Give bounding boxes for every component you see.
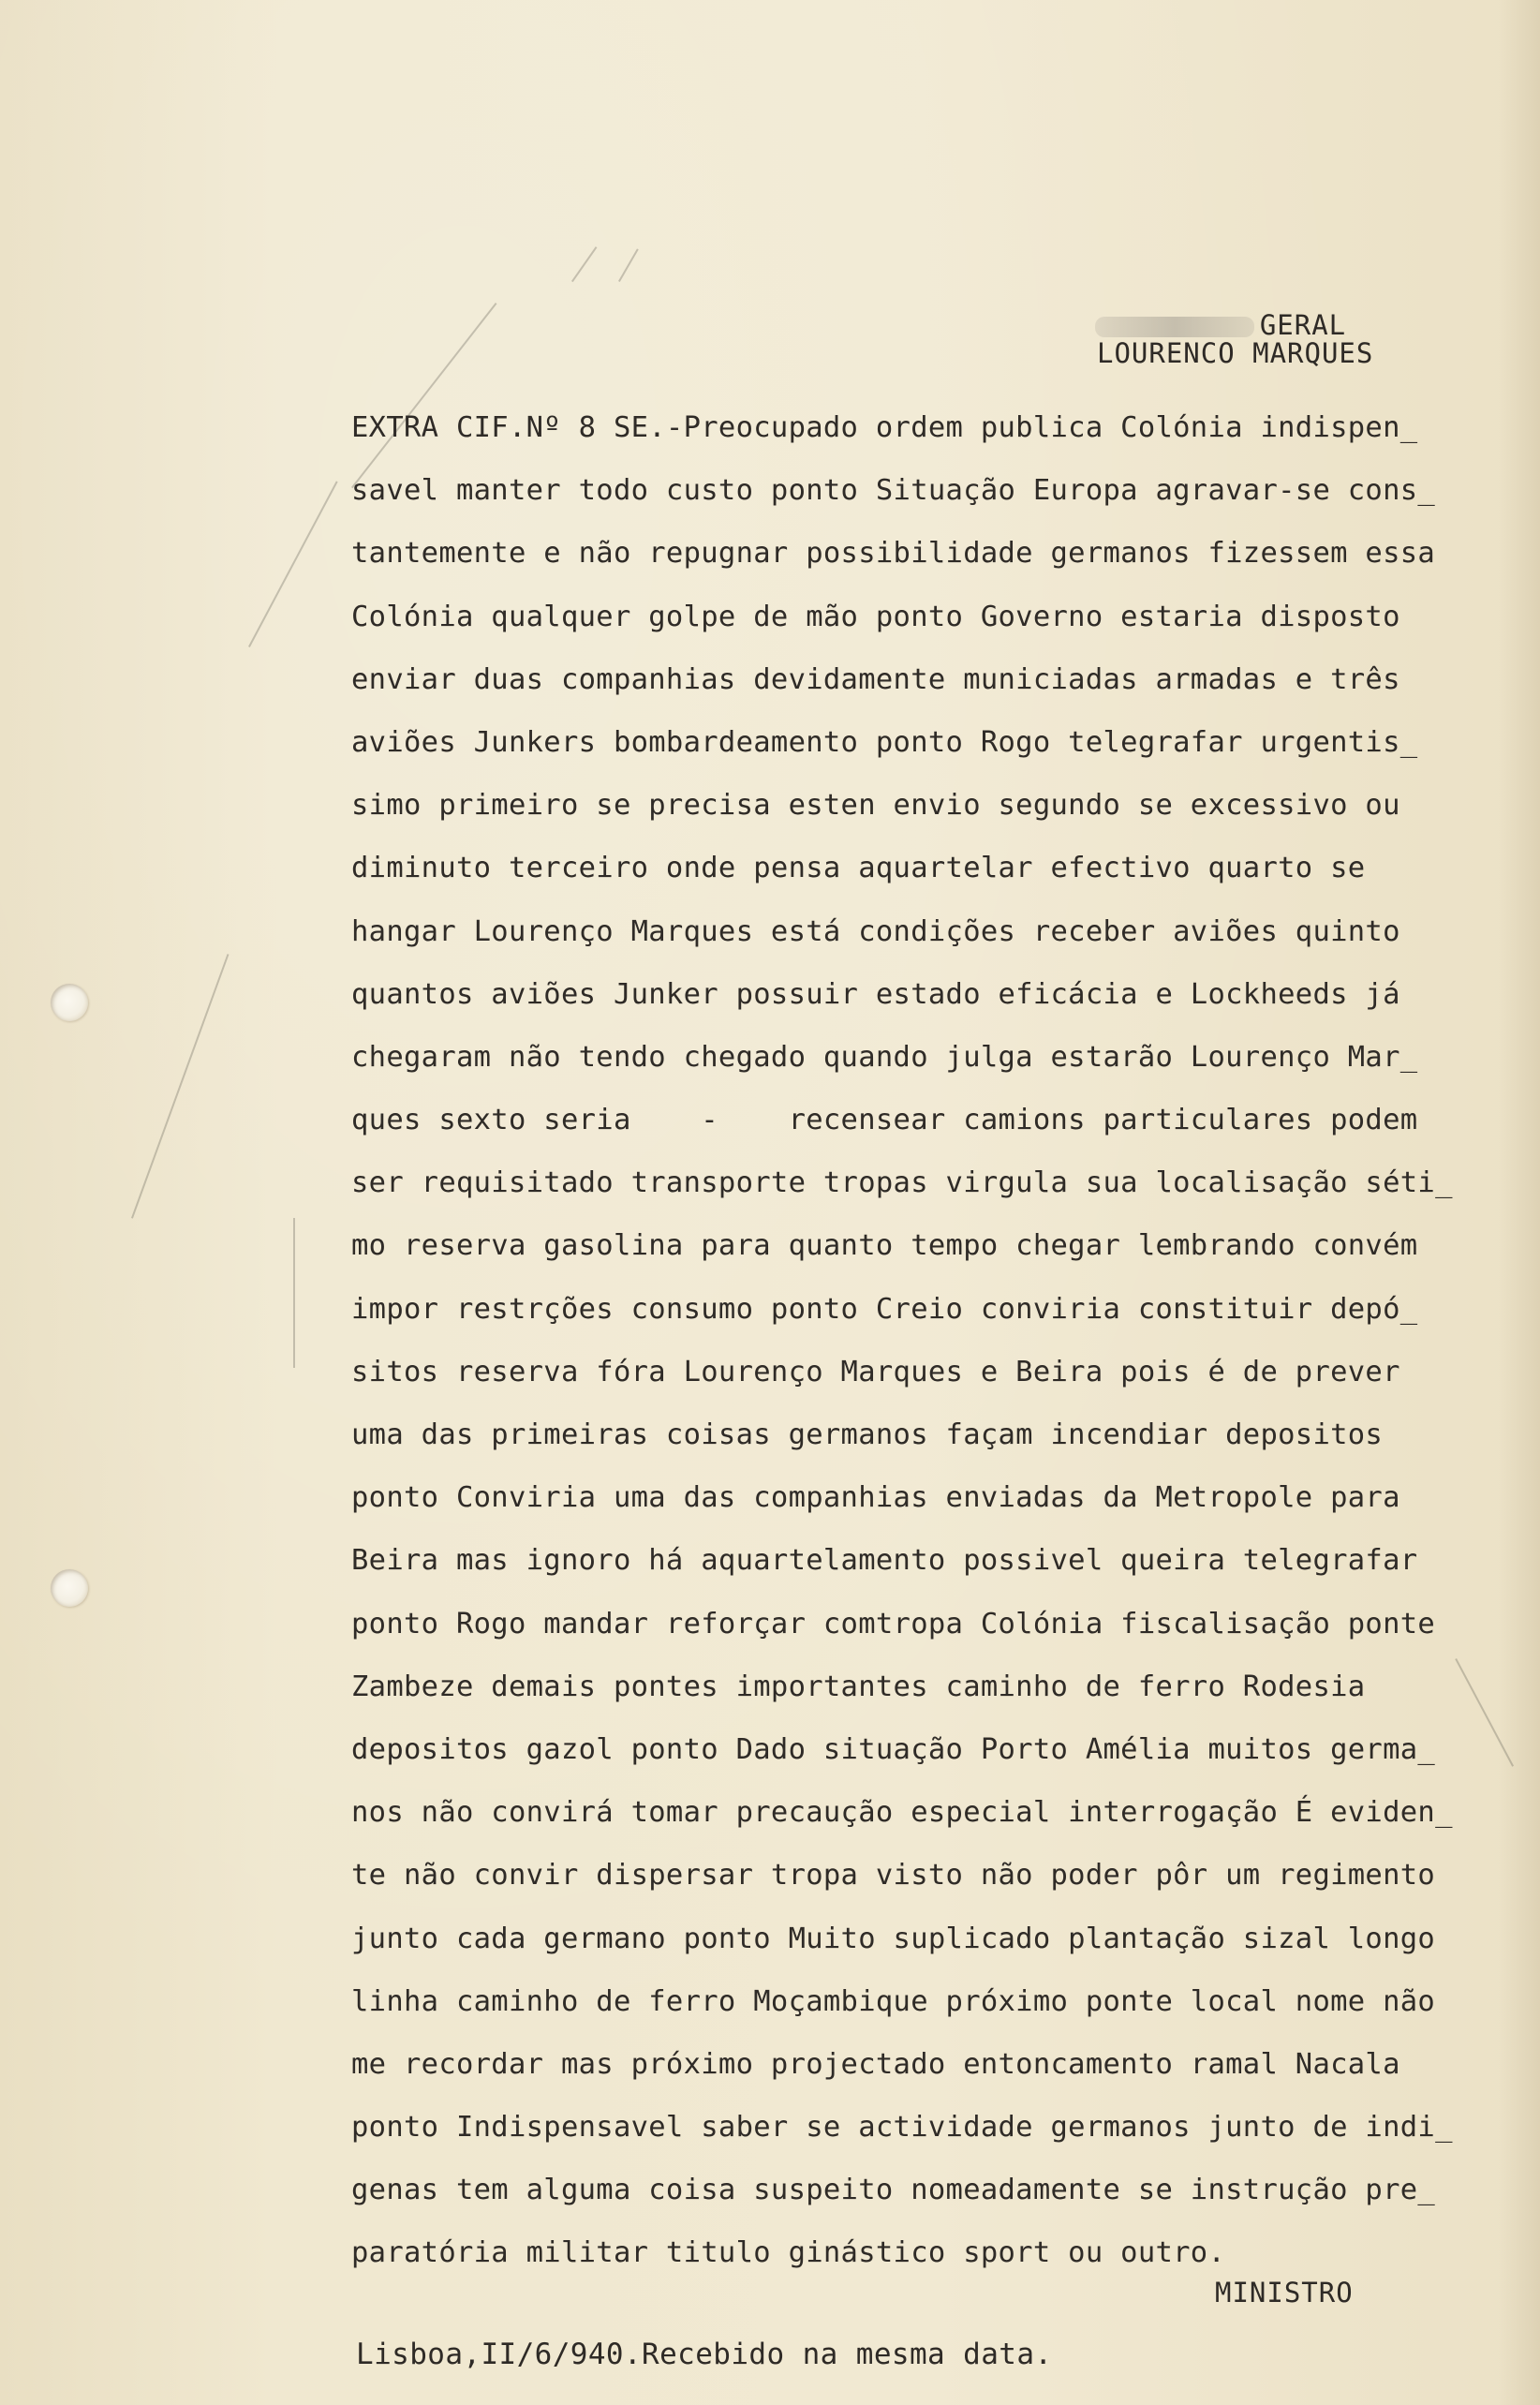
telegram-body bbox=[351, 396, 1522, 2285]
pencil-mark bbox=[248, 481, 338, 647]
body-line: enviar duas companhias devidamente municiadas armadas e três bbox=[351, 662, 1400, 696]
body-line: Zambeze demais pontes importantes caminho de ferro Rodesia bbox=[351, 1670, 1366, 1703]
body-line: aviões Junkers bombardeamento ponto Rogo telegrafar urgentis_ bbox=[351, 725, 1418, 759]
body-line: savel manter todo custo ponto Situação Europa agravar-se cons_ bbox=[351, 474, 1436, 508]
pencil-mark bbox=[571, 246, 597, 282]
body-line: ponto Rogo mandar reforçar comtropa Colónia fiscalisação ponte bbox=[351, 1607, 1436, 1640]
pencil-mark bbox=[293, 1218, 295, 1368]
body-line: sitos reserva fóra Lourenço Marques e Beira pois é de prever bbox=[351, 1355, 1400, 1388]
body-line: tantemente e não repugnar possibilidade germanos fizessem essa bbox=[351, 537, 1436, 571]
body-line: junto cada germano ponto Muito suplicado plantação sizal longo bbox=[351, 1922, 1436, 1955]
body-line: nos não convirá tomar precaução especial interrogação É eviden_ bbox=[351, 1796, 1453, 1830]
body-line: Colónia qualquer golpe de mão ponto Governo estaria disposto bbox=[351, 600, 1400, 633]
body-line: me recordar mas próximo projectado entoncamento ramal Nacala bbox=[351, 2047, 1400, 2081]
body-line: paratória militar titulo ginástico sport ou outro. bbox=[351, 2236, 1226, 2270]
header-recipient-text: GERAL bbox=[1259, 309, 1347, 341]
obscured-text-smudge bbox=[1095, 317, 1254, 337]
body-line: Beira mas ignoro há aquartelamento possivel queira telegrafar bbox=[351, 1544, 1418, 1578]
body-line: impor restrções consumo ponto Creio conviria constituir depó_ bbox=[351, 1292, 1418, 1326]
body-line: depositos gazol ponto Dado situação Porto Amélia muitos germa_ bbox=[351, 1732, 1436, 1766]
punch-hole-lower bbox=[51, 1569, 88, 1607]
punch-hole-upper bbox=[51, 984, 88, 1021]
body-line: chegaram não tendo chegado quando julga estarão Lourenço Mar_ bbox=[351, 1040, 1418, 1074]
body-line: ques sexto seria - recensear camions particulares podem bbox=[351, 1104, 1418, 1137]
body-line: mo reserva gasolina para quanto tempo chegar lembrando convém bbox=[351, 1229, 1418, 1263]
body-line: uma das primeiras coisas germanos façam incendiar depositos bbox=[351, 1418, 1384, 1451]
body-line: ponto Conviria uma das companhias enviadas da Metropole para bbox=[351, 1481, 1400, 1515]
body-line: linha caminho de ferro Moçambique próximo ponte local nome não bbox=[351, 1984, 1436, 2018]
body-line: ponto Indispensavel saber se actividade germanos junto de indi_ bbox=[351, 2111, 1453, 2145]
body-line: genas tem alguma coisa suspeito nomeadamente se instrução pre_ bbox=[351, 2174, 1436, 2207]
body-line: EXTRA CIF.Nº 8 SE.-Preocupado ordem publica Colónia indispen_ bbox=[351, 411, 1418, 444]
body-line: ser requisitado transporte tropas virgula sua localisação séti_ bbox=[351, 1166, 1453, 1200]
footer-date-line: Lisboa,II/6/940.Recebido na mesma data. bbox=[356, 2338, 1053, 2371]
signature: MINISTRO bbox=[1215, 2277, 1354, 2309]
body-line: hangar Lourenço Marques está condições receber aviões quinto bbox=[351, 914, 1400, 948]
body-line: te não convir dispersar tropa visto não poder pôr um regimento bbox=[351, 1859, 1436, 1893]
body-line: quantos aviões Junker possuir estado eficácia e Lockheeds já bbox=[351, 977, 1400, 1011]
header-location: LOURENCO MARQUES bbox=[1097, 337, 1374, 369]
pencil-mark bbox=[618, 248, 639, 282]
body-line: diminuto terceiro onde pensa aquartelar efectivo quarto se bbox=[351, 852, 1366, 885]
body-line: simo primeiro se precisa esten envio segundo se excessivo ou bbox=[351, 789, 1400, 823]
pencil-mark bbox=[131, 954, 229, 1219]
